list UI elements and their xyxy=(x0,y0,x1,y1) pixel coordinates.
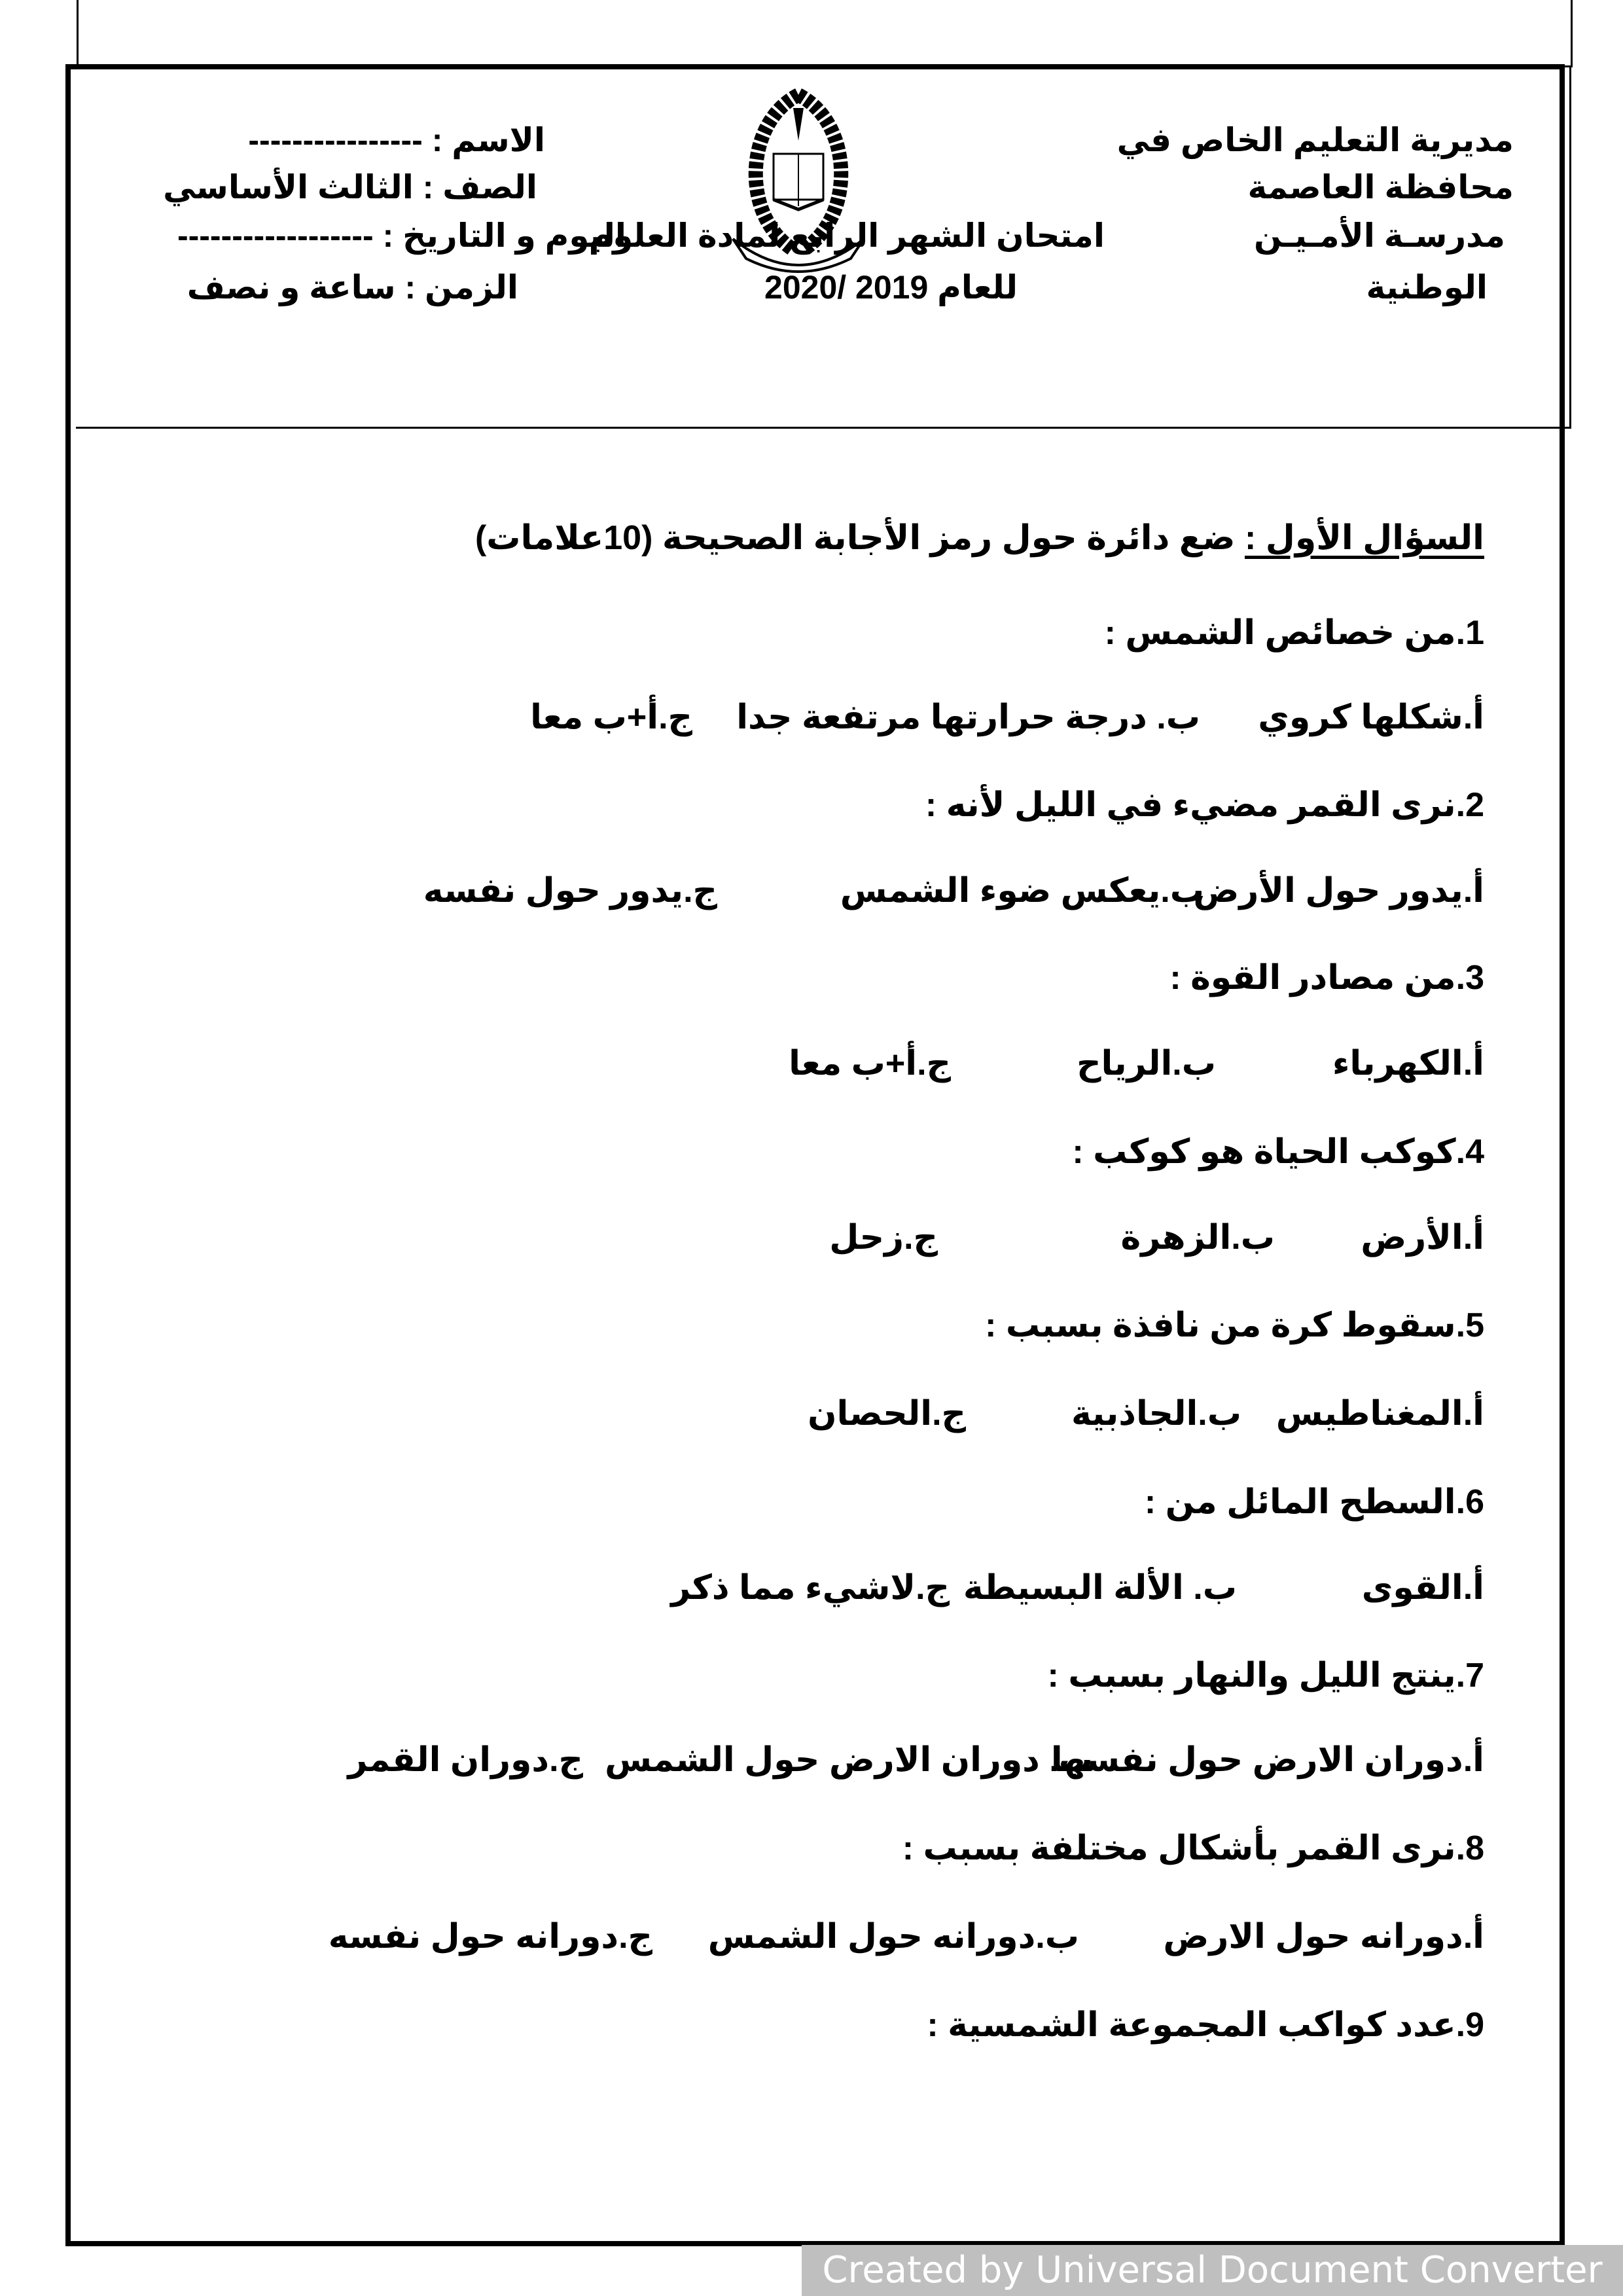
option-a: أ.دوران الارض حول نفسها xyxy=(1050,1741,1484,1779)
option-c: ج.الحصان xyxy=(808,1395,966,1433)
option-a: أ.المغناطيس xyxy=(1275,1395,1484,1433)
school-name-text: مدرسـة الأمـيـن xyxy=(1253,217,1505,254)
option-b: ب.الزهرة xyxy=(1120,1219,1275,1257)
option-b: ب. دوران الارض حول الشمس xyxy=(605,1741,1093,1779)
governorate-text: محافظة العاصمة xyxy=(1247,169,1514,206)
header-divider xyxy=(76,427,1571,429)
option-a: أ.الأرض xyxy=(1361,1219,1484,1257)
header-right-line xyxy=(1569,65,1571,429)
question-2: 2.نرى القمر مضيء في الليل لأنه : xyxy=(925,786,1484,824)
option-c: ج.دوران القمر xyxy=(348,1741,583,1779)
converter-watermark: Created by Universal Document Converter xyxy=(802,2245,1623,2296)
question-one-label: السؤال الأول : xyxy=(1244,519,1484,557)
option-c: ج.يدور حول نفسه xyxy=(423,872,717,910)
option-a: أ.القوى xyxy=(1361,1569,1484,1607)
exam-title: امتحان الشهر الرابع لمادة العلوم xyxy=(588,217,1105,254)
option-c: ج.دورانه حول نفسه xyxy=(328,1918,652,1956)
option-a: أ.يدور حول الأرض xyxy=(1193,872,1484,910)
duration-text: الزمن : ساعة و نصف xyxy=(187,269,518,306)
student-name-field: الاسم : ---------------- xyxy=(248,122,545,158)
option-a: أ.الكهرباء xyxy=(1332,1045,1484,1083)
date-field: اليوم و التاريخ : ------------------ xyxy=(177,217,626,254)
school-name-cont-text: الوطنية xyxy=(1366,269,1488,306)
question-3: 3.من مصادر القوة : xyxy=(1169,959,1484,997)
option-b: ب.دورانه حول الشمس xyxy=(707,1918,1079,1956)
question-9: 9.عدد كواكب المجموعة الشمسية : xyxy=(927,2006,1484,2044)
option-b: ب.الجاذبية xyxy=(1071,1395,1241,1433)
option-c: ج.لاشيء مما ذكر xyxy=(671,1569,950,1607)
option-b: ب.الرياح xyxy=(1077,1045,1216,1083)
directorate-text: مديرية التعليم الخاص في xyxy=(1116,122,1514,158)
question-7: 7.ينتج الليل والنهار بسبب : xyxy=(1047,1657,1484,1695)
option-b: ب. درجة حرارتها مرتفعة جدا xyxy=(736,698,1200,736)
question-one-instruction: ضع دائرة حول رمز الأجابة الصحيحة (10علامات) xyxy=(474,519,1245,557)
question-5: 5.سقوط كرة من نافذة بسبب : xyxy=(985,1306,1484,1344)
question-4: 4.كوكب الحياة هو كوكب : xyxy=(1072,1133,1484,1171)
academic-year: للعام 2019 /2020 xyxy=(764,269,1018,306)
option-b: ب.يعكس ضوء الشمس xyxy=(840,872,1204,910)
option-c: ج.أ+ب معا xyxy=(530,698,692,736)
option-a: أ.دورانه حول الارض xyxy=(1163,1918,1484,1956)
grade-text: الصف : الثالث الأساسي xyxy=(163,169,537,206)
question-1: 1.من خصائص الشمس : xyxy=(1104,614,1484,652)
option-a: أ.شكلها كروي xyxy=(1258,698,1484,736)
question-6: 6.السطح المائل من : xyxy=(1144,1483,1484,1521)
option-b: ب. الألة البسيطة xyxy=(963,1569,1237,1607)
question-one-heading xyxy=(475,517,1484,559)
page-outer-line xyxy=(77,0,1573,67)
option-c: ج.زحل xyxy=(829,1219,938,1257)
question-8: 8.نرى القمر بأشكال مختلفة بسبب : xyxy=(902,1829,1484,1867)
option-c: ج.أ+ب معا xyxy=(789,1045,951,1083)
